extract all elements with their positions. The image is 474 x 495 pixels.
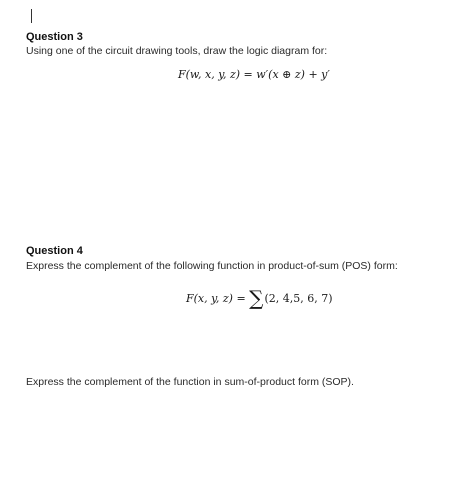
- formula-terms: (2, 4,5, 6, 7): [264, 292, 333, 305]
- question-4-instruction: Express the complement of the following function in product-of-sum (POS) form:: [26, 260, 398, 272]
- question-3-heading: Question 3: [26, 31, 83, 43]
- formula-lhs: F(x, y, z) =: [186, 292, 246, 305]
- text-cursor: [31, 9, 32, 23]
- question-4-formula: [186, 283, 333, 310]
- question-3-formula: F(w, x, y, z) = w′(x ⊕ z) + y′: [178, 68, 330, 81]
- question-4-heading: Question 4: [26, 245, 83, 257]
- question-4-followup: Express the complement of the function in sum-of-product form (SOP).: [26, 376, 354, 388]
- question-3-instruction: Using one of the circuit drawing tools, draw the logic diagram for:: [26, 45, 328, 57]
- sigma-symbol: ∑: [249, 286, 264, 310]
